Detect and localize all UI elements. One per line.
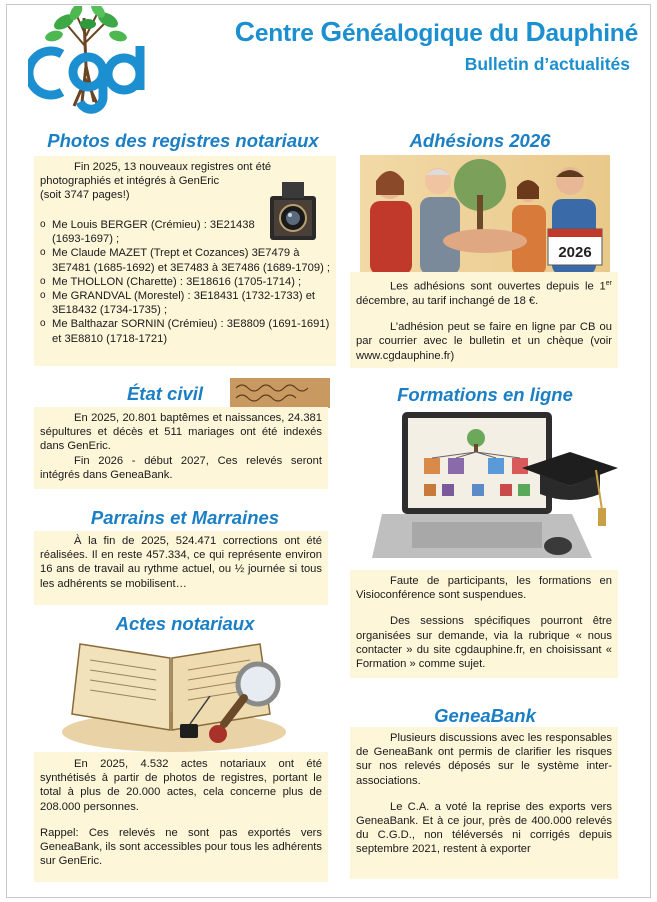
heading-formations: Formations en ligne: [397, 384, 573, 405]
geneabank-text: Plusieurs discussions avec les responsables de GeneaBank ont permis de clarifier les risques sur nos relevés déposés sur le système inter-associations. Le C.A. a voté la reprise des exports vers GeneaBank. Et à ce jour, près de 400.000 relevés du C.G.D., non téléversés ni corrigés depuis septembre 2021, restent à exporter: [356, 732, 612, 856]
svg-text:cgd: cgd: [28, 6, 30, 7]
adhesions-text: Les adhésions sont ouvertes depuis le 1er décembre, au tarif inchangé de 18 €. L’adhésion peut se faire en ligne par CB ou par courrier avec le bulletin et un chèque (voir www.cgdauphine.fr): [356, 280, 612, 362]
list-item: o Me Balthazar SORNIN (Crémieu) : 3E8809 (1691-1691) et 3E8810 (1718-1721): [40, 317, 332, 345]
page-subtitle: Bulletin d’actualités: [464, 54, 630, 74]
camera-icon: [266, 178, 320, 246]
photos-intro: Fin 2025, 13 nouveaux registres ont été photographiés et intégrés à GenEric (soit 3747 pages!): [40, 161, 272, 202]
heading-parrains: Parrains et Marraines: [90, 507, 280, 528]
heading-photos-registres: Photos des registres notariaux: [47, 130, 319, 151]
heading-adhesions: Adhésions 2026: [409, 130, 551, 151]
list-item: o Me THOLLON (Charette) : 3E18616 (1705-1714) ;: [40, 275, 332, 289]
page-title: Centre Généalogique du Dauphiné: [234, 16, 638, 47]
parrains-text: À la fin de 2025, 524.471 corrections ont été réalisées. Il en reste 457.334, ce qui représente environ 16 ans de travail au rythme actuel, ou ½ journée si tous les adhérents se mobilisent…: [40, 535, 322, 590]
list-item: o Me Claude MAZET (Trept et Cozances) 3E7479 à 3E7481 (1685-1692) et 3E7483 à 3E7486 (1689-1709) ;: [40, 246, 332, 274]
calendar-year: 2026: [558, 244, 592, 261]
formations-text: Faute de participants, les formations en Visioconférence sont suspendues. Des sessions spécifiques pourront être organisées sur demande, via la rubrique « nous contacter » du site cgdauphine.fr, en choisissant « Formation » comme sujet.: [356, 575, 612, 671]
book-illustration: [60, 636, 288, 754]
etat-civil-text: En 2025, 20.801 baptêmes et naissances, 24.381 sépultures et décès et 511 mariages ont été indexés dans GenEric. Fin 2026 - début 2027, Ces relevés seront intégrés dans GeneaBank.: [40, 412, 322, 481]
heading-etat-civil: État civil: [126, 383, 204, 404]
adhesions-illustration: [360, 155, 610, 275]
heading-geneabank: GeneaBank: [434, 705, 536, 726]
old-script-image: [230, 378, 330, 408]
cgd-logo: [28, 6, 148, 118]
actes-text: En 2025, 4.532 actes notariaux ont été synthétisés à partir de photos de registres, portant le total à plus de 20.000 actes, cela concerne plus de 208.000 personnes. Rappel: Ces relevés ne sont pas exportés vers GeneaBank, ils sont accessibles pour tous les adhérents sur GenEric.: [40, 758, 322, 868]
heading-actes: Actes notariaux: [115, 613, 255, 634]
list-item: o Me GRANDVAL (Morestel) : 3E18431 (1732-1733) et 3E18432 (1734-1735) ;: [40, 289, 332, 317]
list-item: o Me Louis BERGER (Crémieu) : 3E21438 (1693-1697) ;: [40, 218, 332, 246]
laptop-illustration: [372, 410, 620, 570]
